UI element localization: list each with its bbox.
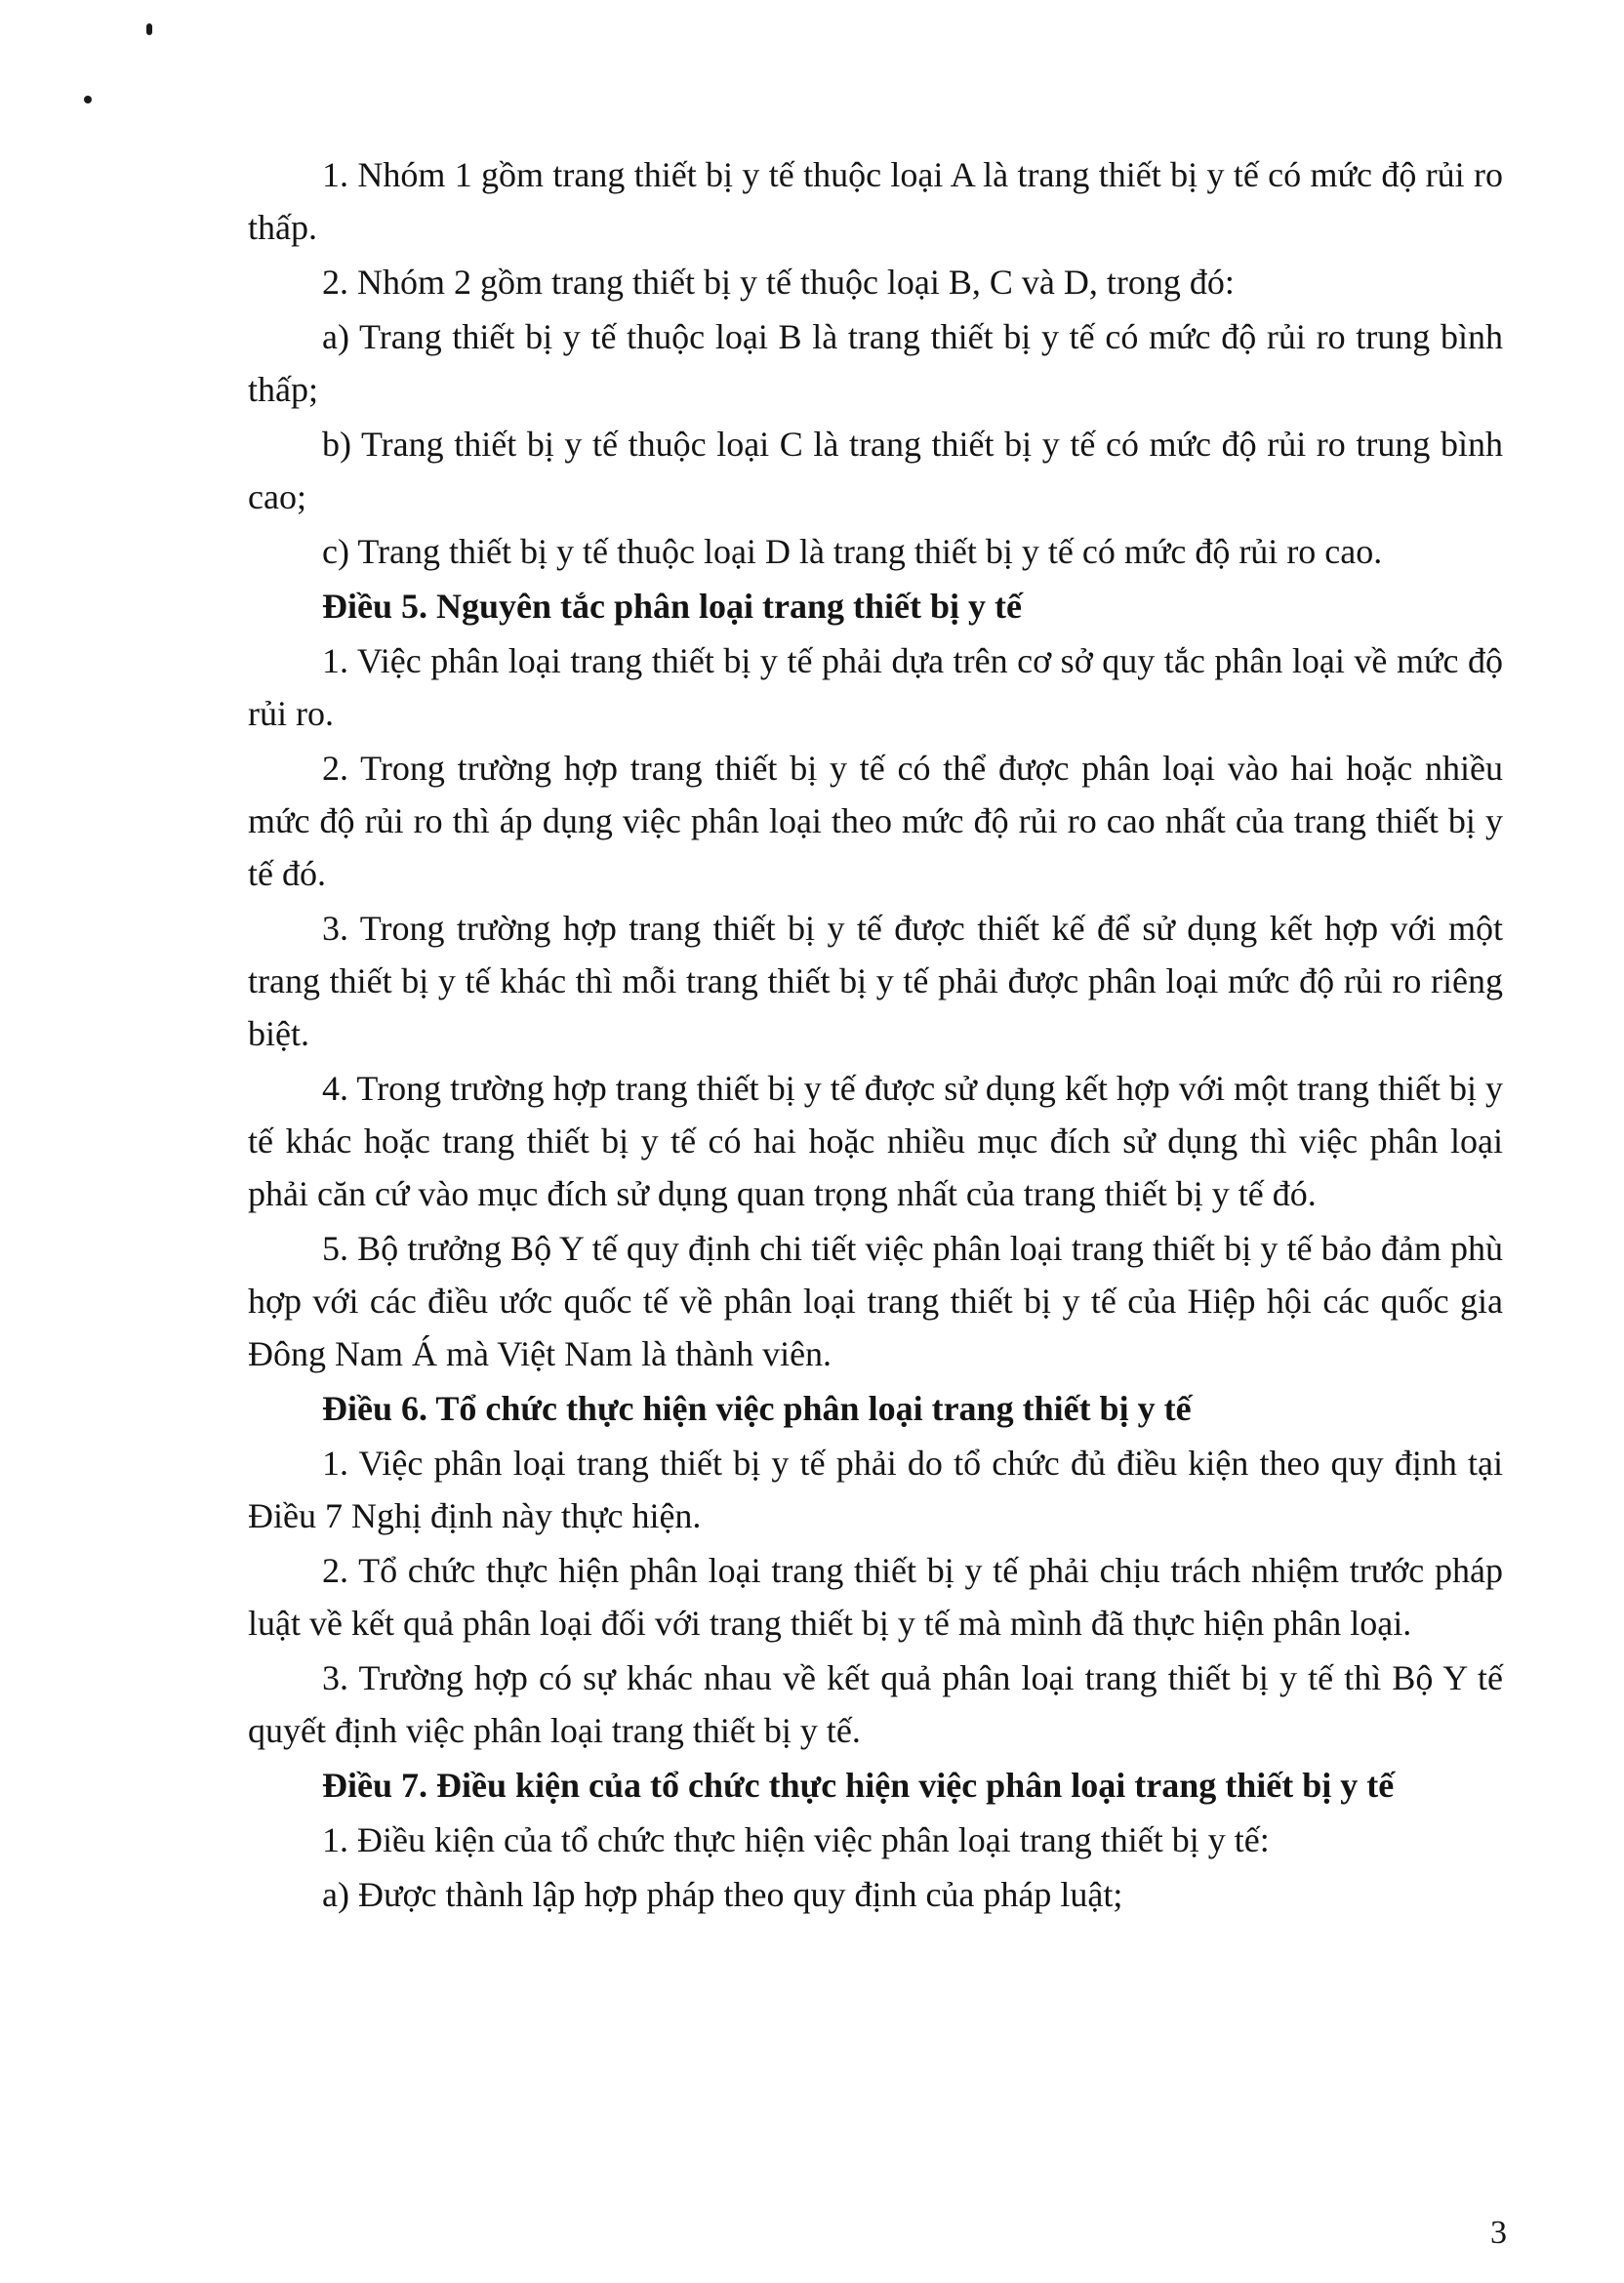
paragraph: 5. Bộ trưởng Bộ Y tế quy định chi tiết việc phân loại trang thiết bị y tế bảo đảm phù hợp với các điều ước quốc tế về phân loại trang thiết bị y tế của Hiệp hội các quốc gia Đông Nam Á mà Việt Nam là thành viên. [248, 1229, 1503, 1373]
paragraph: 2. Nhóm 2 gồm trang thiết bị y tế thuộc loại B, C và D, trong đó: [322, 263, 1235, 302]
article-heading: Điều 6. Tổ chức thực hiện việc phân loại trang thiết bị y tế [322, 1389, 1192, 1428]
paragraph: 2. Tổ chức thực hiện phân loại trang thiết bị y tế phải chịu trách nhiệm trước pháp luật về kết quả phân loại đối với trang thiết bị y tế mà mình đã thực hiện phân loại. [248, 1551, 1503, 1643]
paragraph: a) Được thành lập hợp pháp theo quy định của pháp luật; [322, 1875, 1123, 1914]
page-number: 3 [1490, 2215, 1507, 2251]
scan-speck-2 [84, 96, 92, 103]
paragraph: 1. Việc phân loại trang thiết bị y tế phải do tổ chức đủ điều kiện theo quy định tại Điều 7 Nghị định này thực hiện. [248, 1444, 1503, 1535]
paragraph: c) Trang thiết bị y tế thuộc loại D là trang thiết bị y tế có mức độ rủi ro cao. [322, 532, 1383, 571]
paragraph: 4. Trong trường hợp trang thiết bị y tế được sử dụng kết hợp với một trang thiết bị y tế khác hoặc trang thiết bị y tế có hai hoặc nhiều mục đích sử dụng thì việc phân loại phải căn cứ vào mục đích sử dụng quan trọng nhất của trang thiết bị y tế đó. [248, 1069, 1503, 1213]
paragraph: 2. Trong trường hợp trang thiết bị y tế có thể được phân loại vào hai hoặc nhiều mức độ rủi ro thì áp dụng việc phân loại theo mức độ rủi ro cao nhất của trang thiết bị y tế đó. [248, 749, 1503, 893]
paragraph: a) Trang thiết bị y tế thuộc loại B là trang thiết bị y tế có mức độ rủi ro trung bình thấp; [248, 317, 1503, 409]
article-heading: Điều 7. Điều kiện của tổ chức thực hiện việc phân loại trang thiết bị y tế [322, 1766, 1395, 1805]
paragraph: 1. Điều kiện của tổ chức thực hiện việc phân loại trang thiết bị y tế: [322, 1820, 1270, 1859]
paragraph: 1. Việc phân loại trang thiết bị y tế phải dựa trên cơ sở quy tắc phân loại về mức độ rủi ro. [248, 641, 1503, 733]
paragraph: 1. Nhóm 1 gồm trang thiết bị y tế thuộc loại A là trang thiết bị y tế có mức độ rủi ro thấp. [248, 155, 1503, 247]
paragraph: 3. Trường hợp có sự khác nhau về kết quả phân loại trang thiết bị y tế thì Bộ Y tế quyết định việc phân loại trang thiết bị y tế. [248, 1658, 1503, 1750]
article-heading: Điều 5. Nguyên tắc phân loại trang thiết bị y tế [322, 587, 1023, 626]
paragraph: b) Trang thiết bị y tế thuộc loại C là trang thiết bị y tế có mức độ rủi ro trung bình cao; [248, 425, 1503, 516]
paragraph: 3. Trong trường hợp trang thiết bị y tế được thiết kế để sử dụng kết hợp với một trang thiết bị y tế khác thì mỗi trang thiết bị y tế phải được phân loại mức độ rủi ro riêng biệt. [248, 909, 1503, 1053]
scan-speck-1 [146, 23, 152, 35]
document-body [248, 148, 1503, 1923]
